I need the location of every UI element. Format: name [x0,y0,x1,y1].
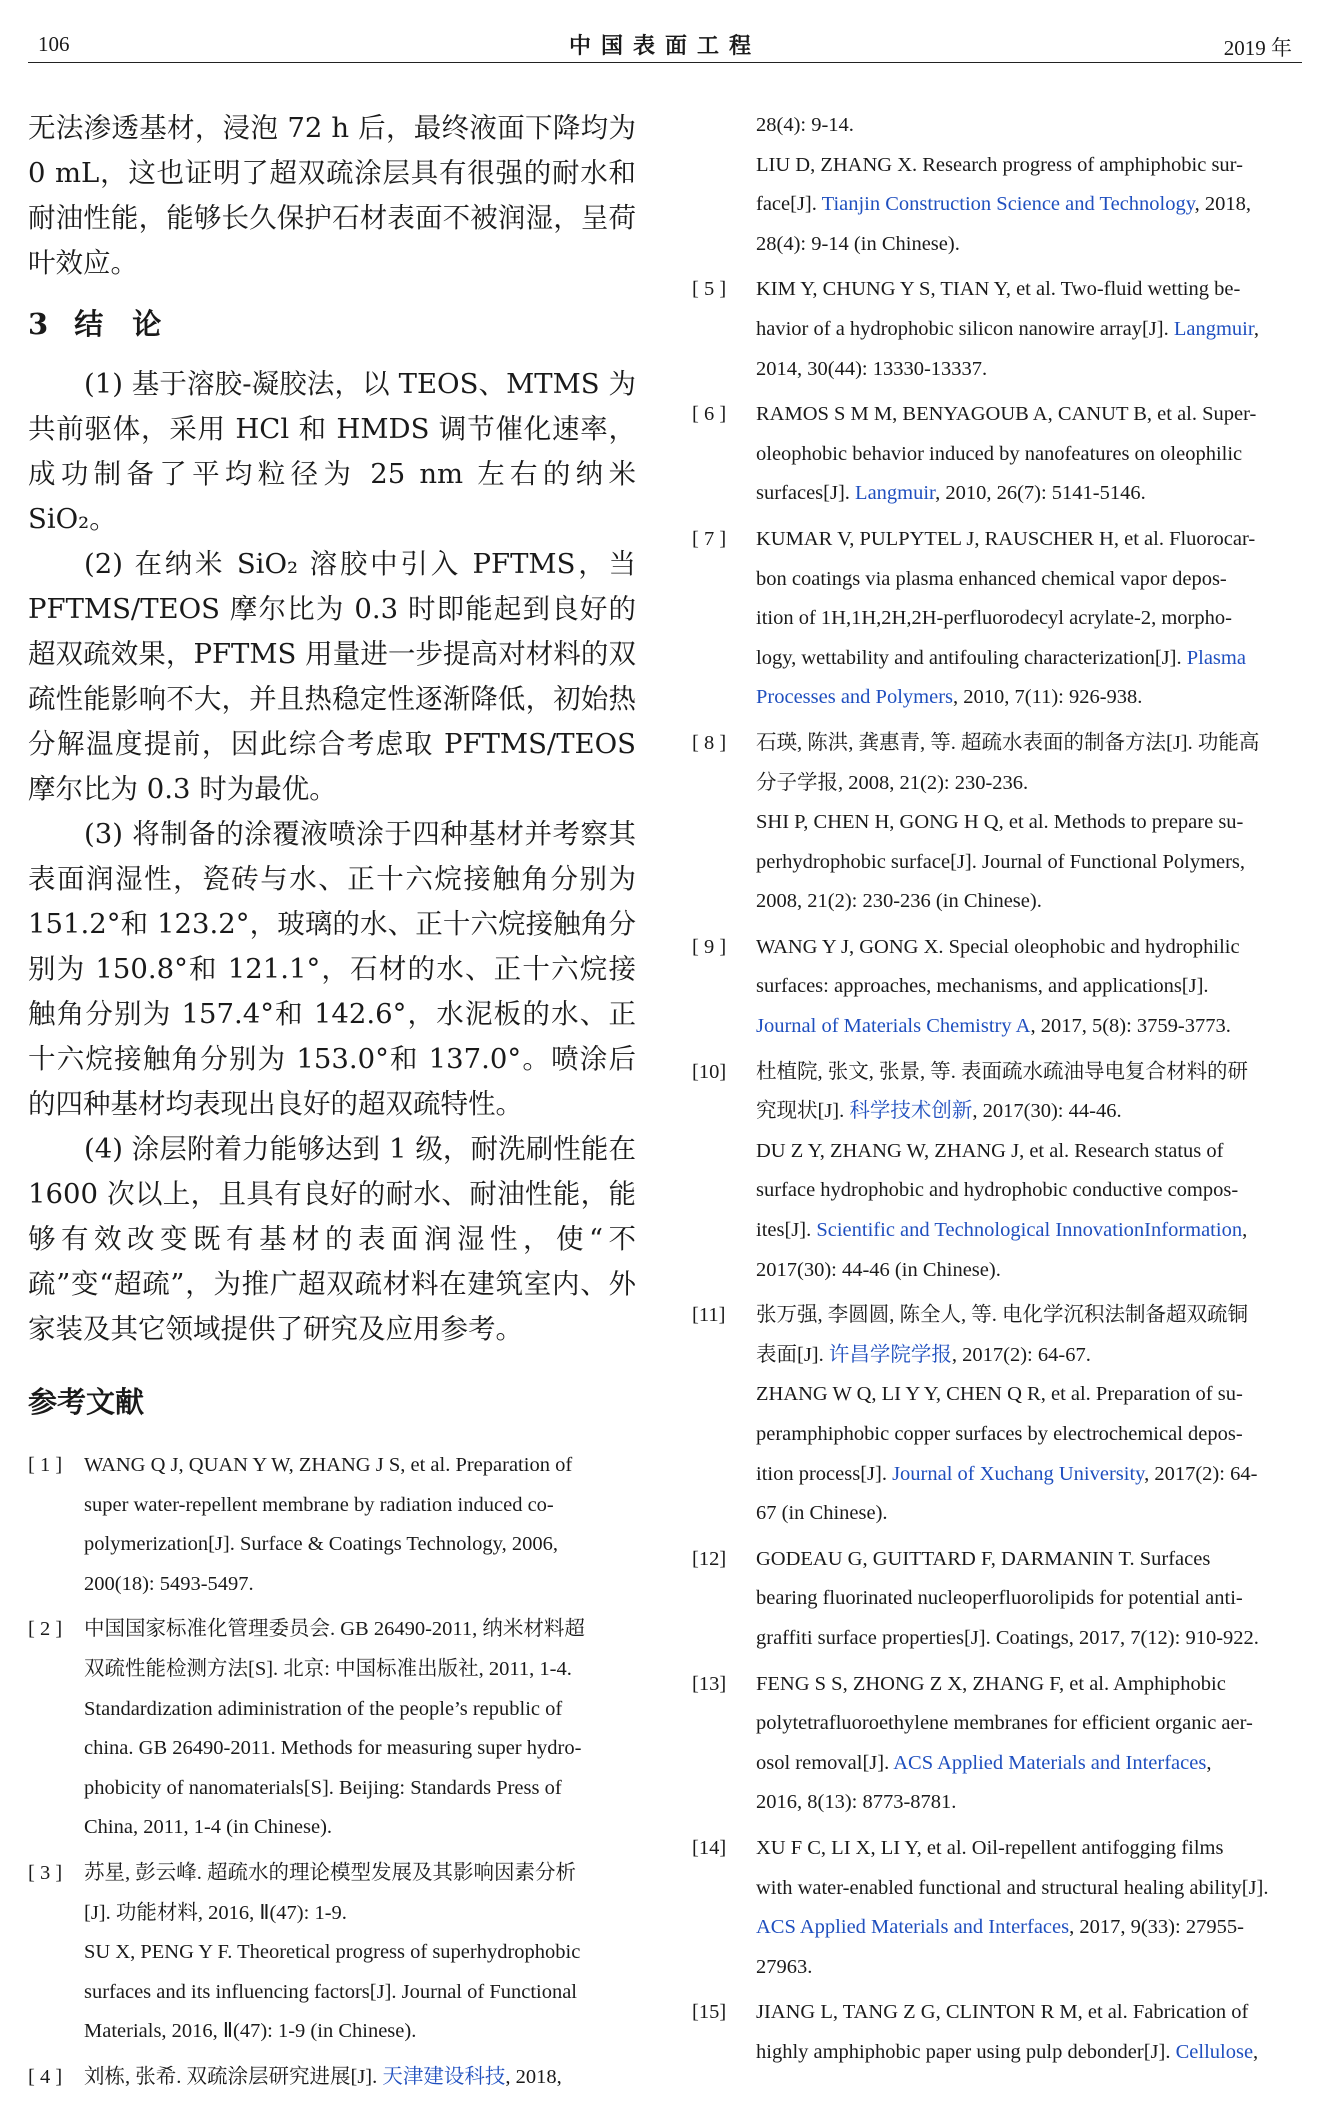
reference-number: [ 8 ] [692,731,727,754]
right-column [692,106,1304,2079]
left-column [28,106,636,2104]
reference-line: polymerization[J]. Surface & Coatings Technology, 2006, [84,1533,558,1556]
reference-item [692,106,1304,264]
reference-line: perhydrophobic surface[J]. Journal of Functional Polymers, [756,850,1246,873]
reference-line: FENG S S, ZHONG Z X, ZHANG F, et al. Amphiphobic [756,1672,1226,1695]
reference-line: 27963. [756,1955,813,1978]
reference-item [692,1665,1304,1823]
reference-line: SU X, PENG Y F. Theoretical progress of superhydrophobic [84,1941,581,1964]
reference-line: surfaces: approaches, mechanisms, and applications[J]. [756,975,1209,998]
reference-line: Materials, 2016, Ⅱ(47): 1-9 (in Chinese). [84,2020,417,2043]
reference-number: [ 3 ] [28,1861,63,1884]
reference-line: bon coatings via plasma enhanced chemical vapor depos- [756,567,1227,590]
reference-line: super water-repellent membrane by radiation induced co- [84,1493,554,1516]
reference-number: [ 6 ] [692,403,727,426]
reference-item [692,270,1304,389]
reference-line: 石瑛, 陈洪, 龚惠青, 等. 超疏水表面的制备方法[J]. 功能高 [756,731,1260,754]
reference-line: 200(18): 5493-5497. [84,1572,254,1595]
reference-line: DU Z Y, ZHANG W, ZHANG J, et al. Research status of [756,1139,1224,1162]
reference-line: 67 (in Chinese). [756,1502,888,1525]
reference-line: WANG Y J, GONG X. Special oleophobic and hydrophilic [756,935,1240,958]
reference-number: [ 5 ] [692,278,727,301]
journal-link[interactable]: 天津建设科技 [382,2065,506,2088]
reference-number: [ 4 ] [28,2065,63,2088]
reference-item [28,2058,636,2098]
intro-paragraph: 无法渗透基材，浸泡 72 h 后，最终液面下降均为 0 mL，这也证明了超双疏涂层具有很强的耐水和耐油性能，能够长久保护石材表面不被润湿，呈荷叶效应。 [28,112,636,279]
reference-item [28,1854,636,2052]
journal-link[interactable]: Langmuir [855,482,936,505]
reference-number: [ 9 ] [692,935,727,958]
reference-line: ACS Applied Materials and Interfaces, 2017, 9(33): 27955- [756,1916,1244,1939]
conclusion-4: (4) 涂层附着力能够达到 1 级，耐洗刷性能在 1600 次以上，且具有良好的耐水、耐油性能，能够有效改变既有基材的表面润湿性，使“不疏”变“超疏”，为推广超双疏材料在建筑室内、外家装及其它领域提供了研究及应用参考。 [28,1133,636,1345]
reference-number: [14] [692,1836,727,1859]
reference-line: polytetrafluoroethylene membranes for efficient organic aer- [756,1712,1253,1735]
journal-link[interactable]: Journal of Materials Chemistry A [756,1015,1031,1038]
reference-line: 2014, 30(44): 13330-13337. [756,357,988,380]
conclusion-2: (2) 在纳米 SiO₂ 溶胶中引入 PFTMS，当 PFTMS/TEOS 摩尔比为 0.3 时即能起到良好的超双疏效果，PFTMS 用量进一步提高对材料的双疏性能影响不大，并且热稳定性逐渐降低，初始热分解温度提前，因此综合考虑取 PFTMS/TEOS 摩尔比为 0.3 时为最优。 [28,548,636,805]
reference-line: [J]. 功能材料, 2016, Ⅱ(47): 1-9. [84,1901,347,1924]
reference-item [692,1540,1304,1659]
reference-line: surfaces[J]. Langmuir, 2010, 26(7): 5141-5146. [756,482,1146,505]
reference-item [692,1993,1304,2072]
section-heading [28,300,636,348]
reference-line: LIU D, ZHANG X. Research progress of amphiphobic sur- [756,153,1243,176]
reference-line: havior of a hydrophobic silicon nanowire array[J]. Langmuir, [756,317,1259,340]
reference-line: face[J]. Tianjin Construction Science and Technology, 2018, [756,193,1252,216]
reference-number: [11] [692,1304,726,1327]
reference-line: 苏星, 彭云峰. 超疏水的理论模型发展及其影响因素分析 [84,1861,576,1884]
reference-line: Journal of Materials Chemistry A, 2017, 5(8): 3759-3773. [756,1015,1231,1038]
reference-number: [10] [692,1060,727,1083]
reference-item [692,395,1304,514]
reference-line: KIM Y, CHUNG Y S, TIAN Y, et al. Two-fluid wetting be- [756,278,1241,301]
reference-item [692,724,1304,922]
reference-line: 张万强, 李圆圆, 陈全人, 等. 电化学沉积法制备超双疏铜 [756,1304,1248,1327]
reference-line: KUMAR V, PULPYTEL J, RAUSCHER H, et al. Fluorocar- [756,527,1256,550]
references-heading: 参考文献 [28,1385,145,1419]
reference-line: 2008, 21(2): 230-236 (in Chinese). [756,890,1042,913]
reference-line: WANG Q J, QUAN Y W, ZHANG J S, et al. Preparation of [84,1454,573,1476]
reference-line: XU F C, LI X, LI Y, et al. Oil-repellent antifogging films [756,1836,1224,1859]
journal-link[interactable]: Tianjin Construction Science and Technology [821,193,1195,216]
reference-item [692,928,1304,1047]
reference-line: ition process[J]. Journal of Xuchang University, 2017(2): 64- [756,1462,1258,1485]
journal-link[interactable]: Journal of Xuchang University [892,1462,1145,1485]
reference-line: phobicity of nanomaterials[S]. Beijing: Standards Press of [84,1776,562,1799]
reference-item [692,520,1304,718]
journal-link[interactable]: Plasma [1186,646,1246,669]
journal-link[interactable]: Scientific and Technological InnovationInformation [816,1219,1243,1242]
reference-item [692,1053,1304,1291]
reference-item [28,1610,636,1848]
reference-line: Standardization adiministration of the people’s republic of [84,1697,563,1720]
journal-link[interactable]: ACS Applied Materials and Interfaces [756,1916,1070,1939]
reference-number: [15] [692,2001,727,2024]
reference-line: surface hydrophobic and hydrophobic conductive compos- [756,1179,1239,1202]
reference-line: 2016, 8(13): 8773-8781. [756,1791,957,1814]
running-header [28,28,1302,63]
reference-item [692,1829,1304,1987]
reference-line: 究现状[J]. 科学技术创新, 2017(30): 44-46. [756,1100,1122,1123]
reference-line: with water-enabled functional and structural healing ability[J]. [756,1876,1269,1899]
reference-number: [ 1 ] [28,1454,63,1476]
reference-line: Processes and Polymers, 2010, 7(11): 926-938. [756,686,1143,709]
reference-line: peramphiphobic copper surfaces by electrochemical depos- [756,1423,1243,1445]
conclusion-3: (3) 将制备的涂覆液喷涂于四种基材并考察其表面润湿性，瓷砖与水、正十六烷接触角分别为 151.2°和 123.2°，玻璃的水、正十六烷接触角分别为 150.8°和 121.1°，石材的水、正十六烷接触角分别为 157.4°和 142.6°，水泥板的水、正十六烷接触角分别为 153.0°和 137.0°。喷涂后的四种基材均表现出良好的超双疏特性。 [28,818,636,1120]
reference-line: RAMOS S M M, BENYAGOUB A, CANUT B, et al. Super- [756,403,1257,426]
reference-line: 2017(30): 44-46 (in Chinese). [756,1258,1001,1281]
reference-line: highly amphiphobic paper using pulp debonder[J]. Cellulose, [756,2040,1259,2063]
reference-line: 28(4): 9-14 (in Chinese). [756,232,960,255]
journal-link[interactable]: Processes and Polymers [756,686,954,709]
reference-number: [ 2 ] [28,1618,63,1641]
reference-line: 28(4): 9-14. [756,114,854,136]
journal-name: 中国表面工程 [568,33,761,59]
journal-link[interactable]: Langmuir [1173,317,1254,340]
year: 2019 年 [1223,36,1292,60]
reference-line: bearing fluorinated nucleoperfluorolipids for potential anti- [756,1587,1243,1610]
reference-line: china. GB 26490-2011. Methods for measuring super hydro- [84,1737,582,1760]
reference-line: China, 2011, 1-4 (in Chinese). [84,1816,333,1839]
reference-line: 杜植院, 张文, 张景, 等. 表面疏水疏油导电复合材料的研 [756,1060,1248,1083]
reference-line: 双疏性能检测方法[S]. 北京: 中国标准出版社, 2011, 1-4. [84,1657,572,1680]
reference-line: surfaces and its influencing factors[J]. Journal of Functional [84,1980,578,2003]
page-number: 106 [38,32,70,56]
reference-item [28,1446,636,1604]
reference-number: [13] [692,1672,727,1695]
reference-line: 分子学报, 2008, 21(2): 230-236. [756,771,1029,794]
section-title: 结 论 [74,307,162,341]
reference-line: JIANG L, TANG Z G, CLINTON R M, et al. Fabrication of [756,2001,1249,2024]
journal-link[interactable]: 许昌学院学报 [828,1343,952,1366]
conclusion-1: (1) 基于溶胶-凝胶法，以 TEOS、MTMS 为共前驱体，采用 HCl 和 HMDS 调节催化速率，成功制备了平均粒径为 25 nm 左右的纳米 SiO₂。 [28,368,636,535]
reference-line: 中国国家标准化管理委员会. GB 26490-2011, 纳米材料超 [84,1618,585,1641]
reference-line: graffiti surface properties[J]. Coatings, 2017, 7(12): 910-922. [756,1626,1259,1649]
reference-item [692,1296,1304,1534]
reference-number: [12] [692,1547,727,1570]
reference-line: ZHANG W Q, LI Y Y, CHEN Q R, et al. Preparation of su- [756,1383,1243,1406]
reference-line: 刘栋, 张希. 双疏涂层研究进展[J]. 天津建设科技, 2018, [84,2065,562,2088]
reference-line: GODEAU G, GUITTARD F, DARMANIN T. Surfaces [756,1547,1211,1570]
reference-number: [ 7 ] [692,527,727,550]
reference-line: SHI P, CHEN H, GONG H Q, et al. Methods to prepare su- [756,811,1244,834]
journal-link[interactable]: ACS Applied Materials and Interfaces [893,1751,1207,1774]
reference-line: ites[J]. Scientific and Technological InnovationInformation, [756,1219,1248,1242]
journal-link[interactable]: Cellulose [1175,2040,1254,2063]
reference-line: 表面[J]. 许昌学院学报, 2017(2): 64-67. [756,1343,1091,1366]
reference-line: logy, wettability and antifouling characterization[J]. Plasma [756,646,1246,669]
reference-line: ition of 1H,1H,2H,2H-perfluorodecyl acrylate-2, morpho- [756,607,1232,630]
reference-line: oleophobic behavior induced by nanofeatures on oleophilic [756,442,1243,465]
reference-line: osol removal[J]. ACS Applied Materials and Interfaces, [756,1751,1212,1774]
journal-link[interactable]: 科学技术创新 [849,1100,973,1123]
section-number: 3 [28,307,49,341]
